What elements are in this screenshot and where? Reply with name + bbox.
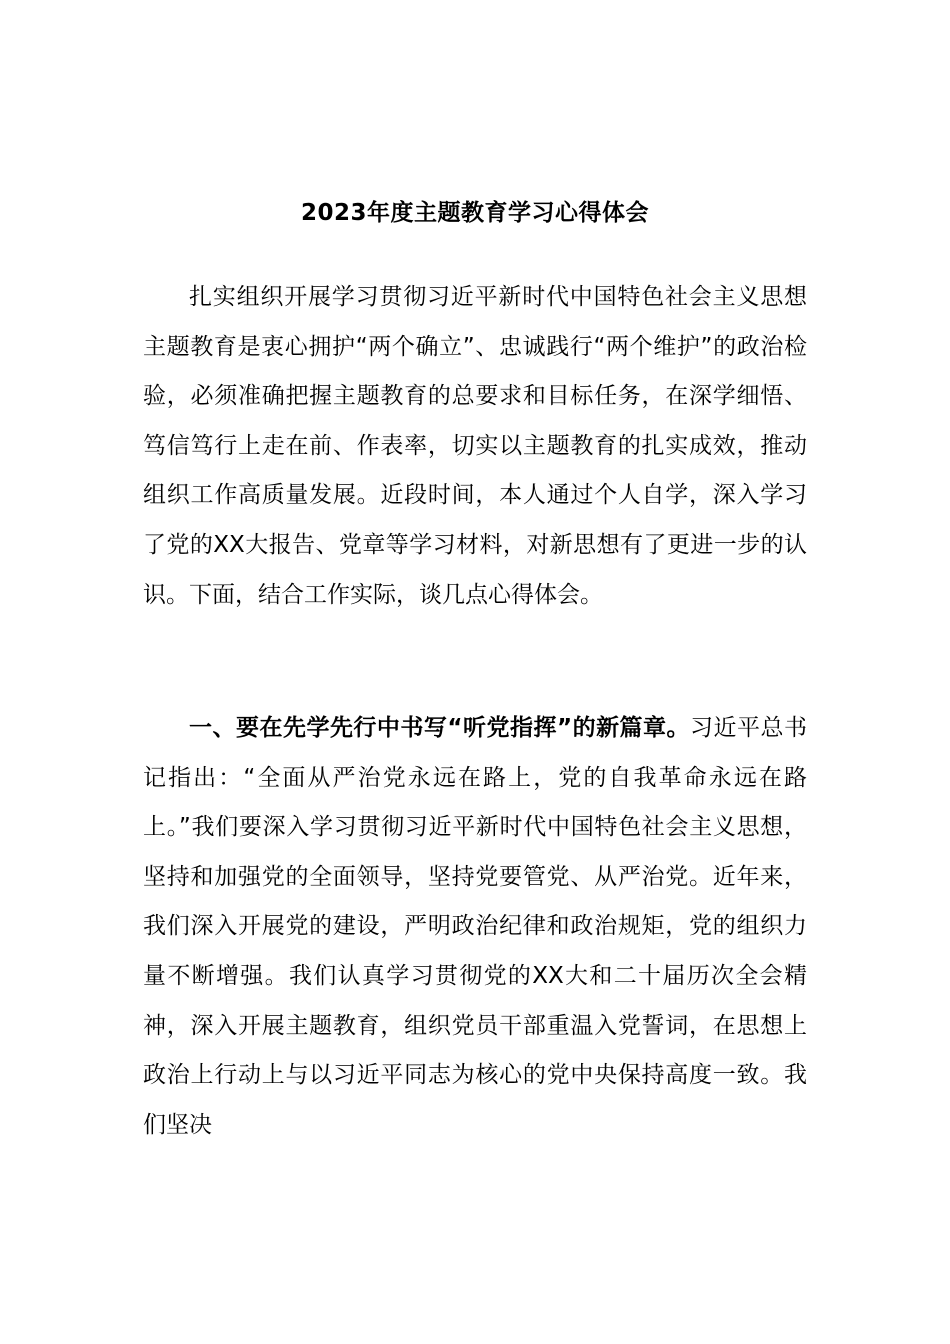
section-heading: 一、要在先学先行中书写“听党指挥”的新篇章。: [189, 715, 691, 741]
paragraph-text: 习近平总书记指出：“全面从严治党永远在路上，党的自我革命永远在路上。”我们要深入学习贯彻习近平新时代中国特色社会主义思想，坚持和加强党的全面领导，坚持党要管党、从严治党。近年来，我们深入开展党的建设，严明政治纪律和政治规矩，党的组织力量不断增强。我们认真学习贯彻党的XX大和二十届历次全会精神，深入开展主题教育，组织党员干部重温入党誓词，在思想上政治上行动上与以习近平同志为核心的党中央保持高度一致。我们坚决: [143, 715, 808, 1138]
document-title: 2023年度主题教育学习心得体会: [300, 200, 649, 226]
paragraph-text: 扎实组织开展学习贯彻习近平新时代中国特色社会主义思想主题教育是衷心拥护“两个确立”、忠诚践行“两个维护”的政治检验，必须准确把握主题教育的总要求和目标任务，在深学细悟、笃信笃行上走在前、作表率，切实以主题教育的扎实成效，推动组织工作高质量发展。近段时间，本人通过个人自学，深入学习了党的XX大报告、党章等学习材料，对新思想有了更进一步的认识。下面，结合工作实际，谈几点心得体会。: [143, 284, 807, 608]
body-paragraph-intro: [143, 273, 807, 620]
body-paragraph-section-1: [143, 704, 807, 1150]
